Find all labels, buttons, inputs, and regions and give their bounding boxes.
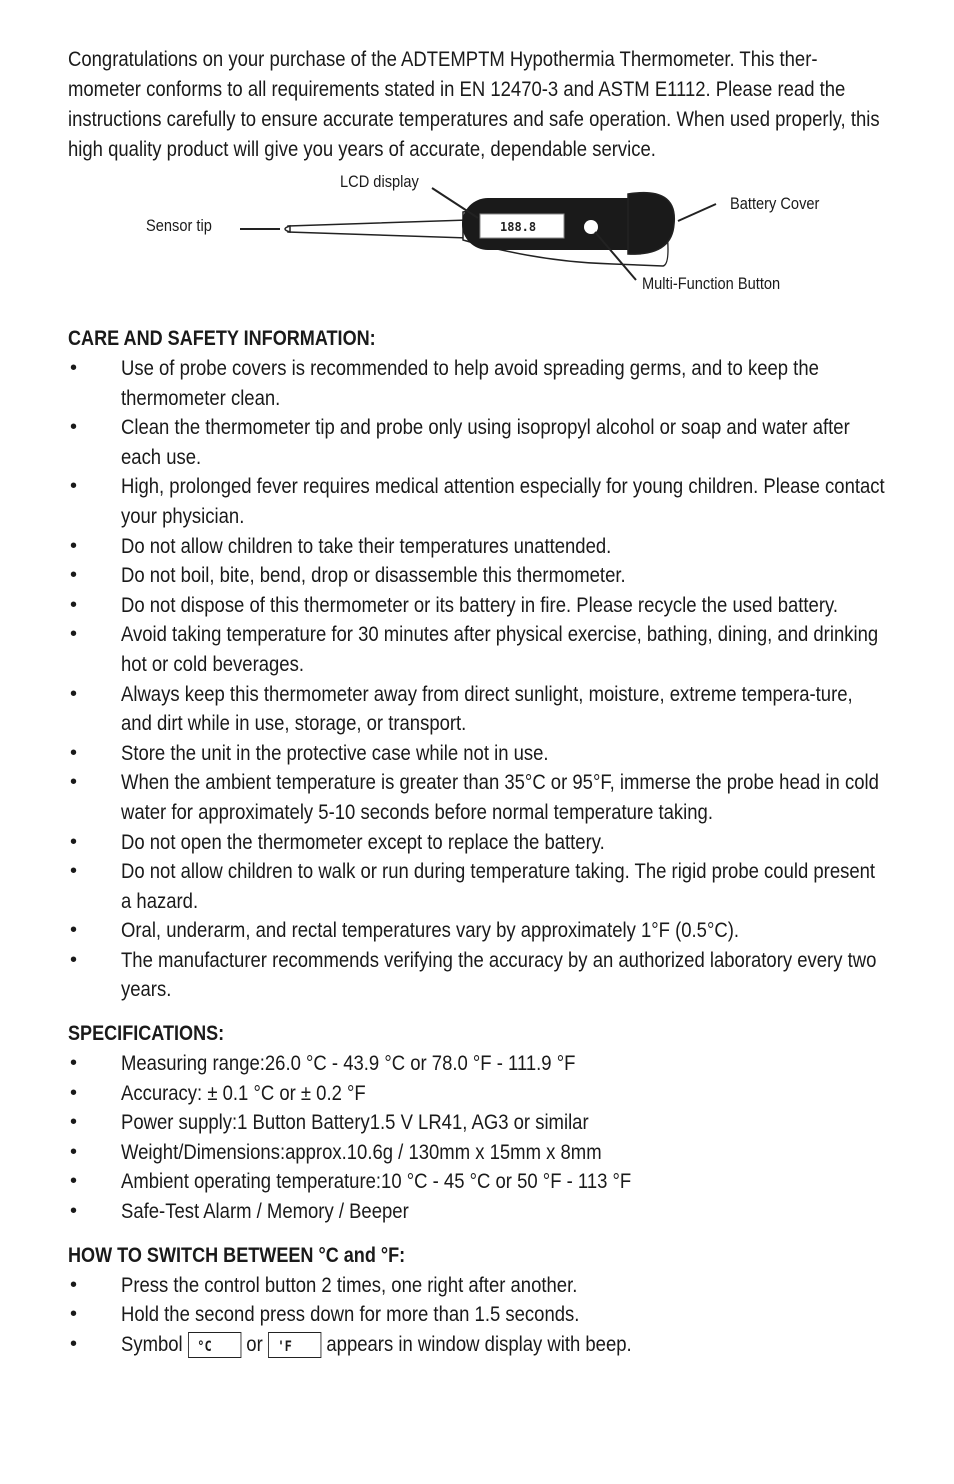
spec-value: 10 °C - 45 °C or 50 °F - 113 °F bbox=[381, 1169, 632, 1194]
celsius-symbol: °C bbox=[197, 1339, 212, 1356]
list-item bbox=[68, 916, 888, 946]
sensor-tip-label: Sensor tip bbox=[146, 216, 212, 235]
battery-cover-label: Battery Cover bbox=[730, 194, 820, 213]
bullet: • bbox=[70, 416, 78, 439]
lcd-leader bbox=[432, 188, 478, 218]
bullet: • bbox=[70, 919, 78, 942]
list-item-text: Do not allow children to walk or run during temperature taking. The rigid probe could present a hazard. bbox=[121, 859, 876, 913]
list-item-text: Oral, underarm, and rectal temperatures vary by approximately 1°F (0.5°C). bbox=[121, 918, 740, 943]
bullet: • bbox=[70, 357, 78, 379]
bullet: • bbox=[70, 593, 78, 616]
bullet: • bbox=[70, 534, 78, 557]
list-item bbox=[68, 1271, 888, 1301]
care-list bbox=[68, 354, 888, 1005]
bullet: • bbox=[70, 475, 78, 498]
lcd-readout: 188.8 bbox=[500, 220, 537, 234]
specifications-list bbox=[68, 1049, 888, 1227]
list-item bbox=[68, 591, 888, 621]
list-item bbox=[68, 1330, 888, 1360]
bullet: • bbox=[70, 623, 78, 646]
spec-row bbox=[68, 1079, 888, 1109]
list-item-text: High, prolonged fever requires medical attention especially for young children. Please contact your physician. bbox=[121, 474, 885, 528]
list-item bbox=[68, 413, 888, 472]
bullet: • bbox=[70, 1332, 78, 1355]
bullet: • bbox=[70, 564, 78, 587]
multi-function-button-label: Multi-Function Button bbox=[642, 274, 781, 293]
switch-units-section bbox=[68, 1241, 888, 1360]
lcd-display-label: LCD display bbox=[340, 172, 419, 191]
fahrenheit-symbol-box bbox=[268, 1332, 321, 1358]
list-item bbox=[68, 1300, 888, 1330]
symbol-line bbox=[121, 1330, 886, 1360]
care-safety-section bbox=[68, 324, 888, 1005]
list-item-text: Do not open the thermometer except to replace the battery. bbox=[121, 829, 605, 854]
symbol-suffix: appears in window display with beep. bbox=[326, 1331, 632, 1356]
symbol-or: or bbox=[246, 1331, 263, 1356]
spec-row bbox=[68, 1197, 888, 1227]
spec-row bbox=[68, 1138, 888, 1168]
specifications-section bbox=[68, 1019, 888, 1227]
list-item-text: Do not allow children to take their temperatures unattended. bbox=[121, 533, 612, 558]
manual-page bbox=[68, 44, 888, 1359]
list-item-text: Do not boil, bite, bend, drop or disassemble this thermometer. bbox=[121, 563, 626, 588]
bullet: • bbox=[70, 682, 78, 705]
list-item-text: Do not dispose of this thermometer or its battery in fire. Please recycle the used battery. bbox=[121, 592, 838, 617]
spec-value: 26.0 °C - 43.9 °C or 78.0 °F - 111.9 °F bbox=[264, 1051, 576, 1076]
sensor-tip-shape bbox=[285, 226, 290, 232]
celsius-symbol-box bbox=[188, 1332, 241, 1358]
bullet: • bbox=[70, 1052, 78, 1075]
list-item bbox=[68, 739, 888, 769]
spec-row bbox=[68, 1167, 888, 1197]
bullet: • bbox=[70, 1303, 78, 1326]
bullet: • bbox=[70, 1081, 78, 1104]
list-item bbox=[68, 354, 888, 413]
list-item bbox=[68, 768, 888, 827]
symbol-prefix: Symbol bbox=[121, 1331, 183, 1356]
bullet: • bbox=[70, 741, 78, 764]
switch-list bbox=[68, 1271, 888, 1360]
spec-label: Safe-Test Alarm / Memory / Beeper bbox=[121, 1199, 409, 1224]
list-item-text: Press the control button 2 times, one right after another. bbox=[121, 1272, 578, 1297]
list-item-text: The manufacturer recommends verifying the accuracy by an authorized laboratory every two years. bbox=[121, 947, 877, 1002]
list-item-text: Store the unit in the protective case while not in use. bbox=[121, 740, 549, 765]
spec-label: Accuracy: bbox=[121, 1080, 203, 1105]
bullet: • bbox=[70, 771, 78, 794]
fahrenheit-symbol: 'F bbox=[277, 1339, 292, 1356]
list-item bbox=[68, 472, 888, 531]
spec-label: Weight/Dimensions:approx. bbox=[121, 1139, 347, 1164]
list-item bbox=[68, 946, 888, 1005]
list-item bbox=[68, 620, 888, 679]
bullet: • bbox=[70, 1170, 78, 1193]
spec-row bbox=[68, 1049, 888, 1079]
spec-label: Ambient operating temperature: bbox=[121, 1169, 382, 1194]
bullet: • bbox=[70, 830, 78, 853]
list-item-text: Always keep this thermometer away from direct sunlight, moisture, extreme tempera-ture, and dirt while in use, storage, or transport. bbox=[121, 681, 853, 736]
bullet: • bbox=[70, 1111, 78, 1134]
list-item-text: Use of probe covers is recommended to help avoid spreading germs, and to keep the thermometer clean. bbox=[121, 356, 819, 410]
list-item bbox=[68, 561, 888, 591]
spec-label: Measuring range: bbox=[121, 1051, 265, 1076]
spec-label: Power supply:1 Button Battery bbox=[121, 1110, 370, 1135]
intro-paragraph: Congratulations on your purchase of the ADTEMPTM Hypothermia Thermometer. This ther-mometer conforms to all requirements stated in EN 12470-3 and ASTM E1112. Please read the instructions carefully to ensure accurate temperatures and safe operation. When used properly, this high quality product will give you years of accurate, dependable service. bbox=[68, 47, 880, 161]
list-item-text: Hold the second press down for more than 1.5 seconds. bbox=[121, 1302, 580, 1327]
sensor-probe bbox=[288, 220, 468, 238]
switch-heading: HOW TO SWITCH BETWEEN °C and °F: bbox=[68, 1243, 406, 1267]
spec-row bbox=[68, 1108, 888, 1138]
battery-leader bbox=[678, 204, 716, 221]
bullet: • bbox=[70, 1273, 78, 1296]
list-item-text: When the ambient temperature is greater than 35°C or 95°F, immerse the probe head in cold water for approximately 5-10 seconds before normal temperature taking. bbox=[121, 770, 879, 824]
list-item bbox=[68, 857, 888, 916]
list-item bbox=[68, 828, 888, 858]
list-item-text: Clean the thermometer tip and probe only using isopropyl alcohol or soap and water after each use. bbox=[121, 415, 850, 469]
spec-value: ± 0.1 °C or ± 0.2 °F bbox=[202, 1080, 366, 1105]
bullet: • bbox=[70, 948, 78, 971]
list-item bbox=[68, 680, 888, 739]
care-heading: CARE AND SAFETY INFORMATION: bbox=[68, 327, 376, 350]
bullet: • bbox=[70, 1200, 78, 1223]
thermometer-diagram bbox=[68, 172, 888, 316]
bullet: • bbox=[70, 1140, 78, 1163]
specifications-heading: SPECIFICATIONS: bbox=[68, 1022, 225, 1046]
bullet: • bbox=[70, 860, 78, 883]
list-item bbox=[68, 532, 888, 562]
spec-value: 10.6g / 130mm x 15mm x 8mm bbox=[346, 1139, 602, 1164]
list-item-text: Avoid taking temperature for 30 minutes after physical exercise, bathing, dining, and drinking hot or cold beverages. bbox=[121, 622, 879, 676]
spec-value: 1.5 V LR41, AG3 or similar bbox=[369, 1110, 589, 1135]
